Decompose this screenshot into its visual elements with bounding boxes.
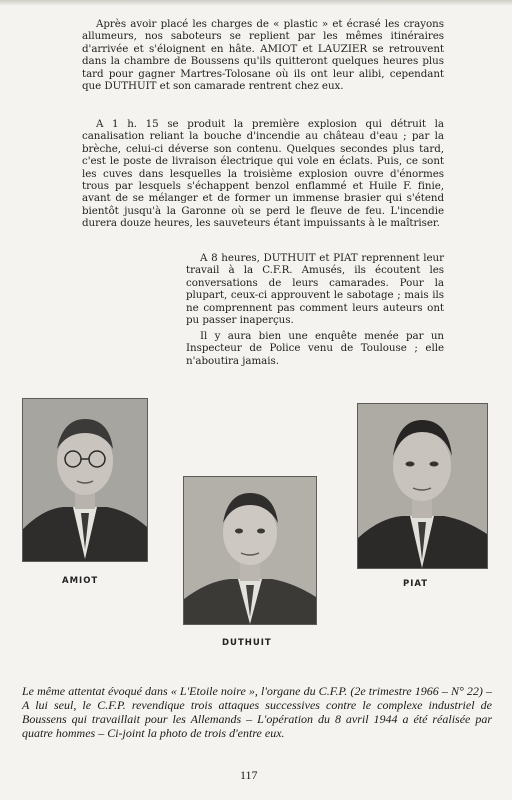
- portrait-photo-duthuit: [183, 476, 317, 625]
- footnote-text: Le même attentat évoqué dans « L'Etoile noire », l'organe du C.F.P. (2e trimestre 1966 – N° 22) – A lui seul, le C.F.P. revendique trois attaques successives contre le complexe industriel de Boussens qui travaillait pour les Allemands – L'opération du 8 avril 1944 a été réalisée par quatre hommes – Ci-joint la photo de trois d'entre eux.: [22, 684, 492, 740]
- body-paragraph-2: A 1 h. 15 se produit la première explosion qui détruit la canalisation reliant la bouche d'incendie au château d'eau ; par la brèche, celui-ci déverse son contenu. Quelques secondes plus tard, c'est le poste de livraison électrique qui vole en éclats. Puis, ce sont les cuves dans lesquelles la troisième explosion ouvre d'énormes trous par lesquels s'échappent benzol enflammé et Huile F. finie, avant de se mélanger et de former un immense brasier qui s'étend bientôt jusqu'à la Garonne où se perd le fleuve de feu. L'incendie durera douze heures, les sauveteurs étant impuissants à le maîtriser.: [82, 118, 444, 230]
- portrait-photo-amiot: [22, 398, 148, 562]
- body-paragraph-4: Il y aura bien une enquête menée par un Inspecteur de Police venu de Toulouse ; elle n'aboutira jamais.: [186, 330, 444, 367]
- portrait-duthuit-image: [184, 477, 316, 624]
- photo-caption-piat: PIAT: [403, 579, 429, 589]
- photo-caption-amiot: AMIOT: [62, 576, 99, 586]
- scan-top-edge: [0, 0, 512, 6]
- page-number: 117: [240, 768, 258, 782]
- body-paragraph-1: Après avoir placé les charges de « plastic » et écrasé les crayons allumeurs, nos saboteurs se replient par les mêmes itinéraires d'arrivée et s'éloignent en hâte. AMIOT et LAUZIER se retrouvent dans la chambre de Boussens qu'ils quitteront quelques heures plus tard pour gagner Martres-Tolosane où ils ont leur alibi, cependant que DUTHUIT et son camarade rentrent chez eux.: [82, 18, 444, 93]
- portrait-photo-piat: [357, 403, 488, 569]
- portrait-amiot-image: [23, 399, 147, 561]
- body-paragraph-3: A 8 heures, DUTHUIT et PIAT reprennent leur travail à la C.F.R. Amusés, ils écoutent les conversations de leurs camarades. Pour la plupart, ceux-ci approuvent le sabotage ; mais ils ne comprennent pas comment leurs auteurs ont pu passer inaperçus.: [186, 252, 444, 327]
- photo-caption-duthuit: DUTHUIT: [222, 638, 272, 648]
- portrait-piat-image: [358, 404, 487, 568]
